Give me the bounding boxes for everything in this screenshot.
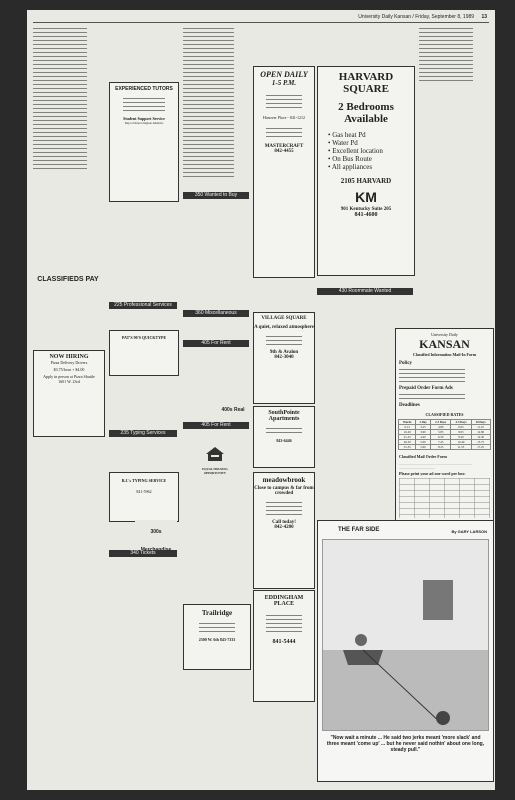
- harvard-feature: • Water Pd: [328, 139, 358, 147]
- far-side-cartoon: [317, 520, 494, 782]
- experienced-tutors-ad: EXPERIENCED TUTORS ▬▬▬▬▬▬▬▬▬▬▬▬▬▬ ▬▬▬▬▬▬▬▬▬▬▬▬▬▬ ▬▬▬▬▬▬▬▬▬▬▬▬▬▬ ▬▬▬▬▬▬▬▬▬▬▬▬▬▬ Student Support Service Dept of Intercollegiate Athletics: [109, 82, 179, 202]
- real-estate-heading: 400s Real: [217, 398, 249, 414]
- merchandise-heading: 300s: [135, 520, 177, 542]
- house-icon: [205, 446, 225, 462]
- pats-typing-ad: PAT'S 90'S QUICKTYPE: [109, 330, 179, 376]
- harvard-feature: • All appliances: [328, 163, 373, 171]
- section-banner-340: 350 Wanted to Buy: [183, 192, 249, 199]
- table-row: 0-15 3.25 4.80 6.05 11.25: [399, 425, 490, 430]
- classified-mail-in-form: University Daily KANSAN Classified Information Mail-In Form Policy ▬▬▬▬▬▬▬▬▬▬▬▬▬▬▬▬▬▬▬▬▬▬ ▬▬▬▬▬▬▬▬▬▬▬▬▬▬▬▬▬▬▬▬▬▬ ▬▬▬▬▬▬▬▬▬▬▬▬▬▬▬▬▬▬▬▬▬▬ ▬▬▬▬▬▬▬▬▬▬▬▬▬▬▬▬▬▬▬▬▬▬ Prepaid Order Form Ads ▬▬▬▬▬▬▬▬▬▬▬▬▬▬▬▬▬▬▬▬▬▬ ▬▬▬▬▬▬▬▬▬▬▬▬▬▬▬▬▬▬▬▬▬▬ Deadlines CLASSIFIED RATES Words 1 Day 2-3 Days 4-5 Days 10 Days 0-15 3.25 4.80 6.05 11.25 16-20 3.90 5.85 8.05 12.80 21-25 4.40 6.50 8.20 14.30 26-30 5.00 7.45 10.40 15.75 31-35 5.60 8.25 11.55 17.25 Classified Mail Order Form ________________________ ________________________ ________________________ Please print your ad one word per box:: [395, 328, 494, 680]
- cartoon-title: THE FAR SIDE: [338, 527, 380, 533]
- print-note: Please print your ad one word per box:: [399, 471, 466, 476]
- rates-col-header: 1 Day: [416, 420, 431, 425]
- form-masthead: University Daily KANSAN Classified Information Mail-In Form: [412, 332, 477, 357]
- page-header: [358, 14, 487, 20]
- bj-typing-ad: B.J.'s TYPING SERVICE 841-5962: [109, 472, 179, 522]
- dateline: University Daily Kansan / Friday, September 8, 1989: [358, 14, 475, 20]
- classified-column-1: ▬▬▬▬▬▬▬▬▬▬▬▬▬▬▬▬▬▬ ▬▬▬▬▬▬▬▬▬▬▬▬▬▬▬▬▬▬ ▬▬▬▬▬▬▬▬▬▬▬▬▬▬▬▬▬▬ ▬▬▬▬▬▬▬▬▬▬▬▬▬▬▬▬▬▬ ▬▬▬▬▬▬▬▬▬▬▬▬▬▬▬▬▬▬ ▬▬▬▬▬▬▬▬▬▬▬▬▬▬▬▬▬▬ ▬▬▬▬▬▬▬▬▬▬▬▬▬▬▬▬▬▬ ▬▬▬▬▬▬▬▬▬▬▬▬▬▬▬▬▬▬ ▬▬▬▬▬▬▬▬▬▬▬▬▬▬▬▬▬▬ ▬▬▬▬▬▬▬▬▬▬▬▬▬▬▬▬▬▬ ▬▬▬▬▬▬▬▬▬▬▬▬▬▬▬▬▬▬ ▬▬▬▬▬▬▬▬▬▬▬▬▬▬▬▬▬▬ ▬▬▬▬▬▬▬▬▬▬▬▬▬▬▬▬▬▬ ▬▬▬▬▬▬▬▬▬▬▬▬▬▬▬▬▬▬ ▬▬▬▬▬▬▬▬▬▬▬▬▬▬▬▬▬▬ ▬▬▬▬▬▬▬▬▬▬▬▬▬▬▬▬▬▬ ▬▬▬▬▬▬▬▬▬▬▬▬▬▬▬▬▬▬ ▬▬▬▬▬▬▬▬▬▬▬▬▬▬▬▬▬▬ ▬▬▬▬▬▬▬▬▬▬▬▬▬▬▬▬▬▬ ▬▬▬▬▬▬▬▬▬▬▬▬▬▬▬▬▬▬ ▬▬▬▬▬▬▬▬▬▬▬▬▬▬▬▬▬▬ ▬▬▬▬▬▬▬▬▬▬▬▬▬▬▬▬▬▬ ▬▬▬▬▬▬▬▬▬▬▬▬▬▬▬▬▬▬ ▬▬▬▬▬▬▬▬▬▬▬▬▬▬▬▬▬▬ ▬▬▬▬▬▬▬▬▬▬▬▬▬▬▬▬▬▬ ▬▬▬▬▬▬▬▬▬▬▬▬▬▬▬▬▬▬ ▬▬▬▬▬▬▬▬▬▬▬▬▬▬▬▬▬▬ ▬▬▬▬▬▬▬▬▬▬▬▬▬▬▬▬▬▬ ▬▬▬▬▬▬▬▬▬▬▬▬▬▬▬▬▬▬ ▬▬▬▬▬▬▬▬▬▬▬▬▬▬▬▬▬▬ ▬▬▬▬▬▬▬▬▬▬▬▬▬▬▬▬▬▬ ▬▬▬▬▬▬▬▬▬▬▬▬▬▬▬▬▬▬ ▬▬▬▬▬▬▬▬▬▬▬▬▬▬▬▬▬▬ ▬▬▬▬▬▬▬▬▬▬▬▬▬▬▬▬▬▬ ▬▬▬▬▬▬▬▬▬▬▬▬▬▬▬▬▬▬ ▬▬▬▬▬▬▬▬▬▬▬▬▬▬▬▬▬▬: [33, 26, 87, 170]
- rates-col-header: Words: [399, 420, 416, 425]
- classified-column-6: ▬▬▬▬▬▬▬▬▬▬▬▬▬▬▬▬▬▬ ▬▬▬▬▬▬▬▬▬▬▬▬▬▬▬▬▬▬ ▬▬▬▬▬▬▬▬▬▬▬▬▬▬▬▬▬▬ ▬▬▬▬▬▬▬▬▬▬▬▬▬▬▬▬▬▬ ▬▬▬▬▬▬▬▬▬▬▬▬▬▬▬▬▬▬ ▬▬▬▬▬▬▬▬▬▬▬▬▬▬▬▬▬▬ ▬▬▬▬▬▬▬▬▬▬▬▬▬▬▬▬▬▬ ▬▬▬▬▬▬▬▬▬▬▬▬▬▬▬▬▬▬ ▬▬▬▬▬▬▬▬▬▬▬▬▬▬▬▬▬▬ ▬▬▬▬▬▬▬▬▬▬▬▬▬▬▬▬▬▬ ▬▬▬▬▬▬▬▬▬▬▬▬▬▬▬▬▬▬ ▬▬▬▬▬▬▬▬▬▬▬▬▬▬▬▬▬▬ ▬▬▬▬▬▬▬▬▬▬▬▬▬▬▬▬▬▬ ▬▬▬▬▬▬▬▬▬▬▬▬▬▬▬▬▬▬: [419, 26, 473, 82]
- newspaper-page: [27, 10, 495, 790]
- harvard-features: [328, 131, 404, 171]
- pizza-shuttle-ad: NOW HIRING Pizza Delivery Drivers $3.75/hour + $4.00 Apply in person at Pizza Shuttle 1601 W. 23rd: [33, 350, 105, 437]
- page-number: 13: [481, 14, 487, 20]
- section-banner-350: 405 For Rent: [183, 340, 249, 347]
- table-row: 26-30 5.00 7.45 10.40 15.75: [399, 440, 490, 445]
- roommate-banner: 430 Roommate Wanted: [317, 288, 413, 295]
- deadlines-heading: Deadlines: [399, 403, 420, 408]
- harvard-feature: • Gas heat Pd: [328, 131, 366, 139]
- harvard-feature: • Excellent location: [328, 147, 383, 155]
- diver-boat-drawing: [323, 540, 488, 730]
- rates-title: CLASSIFIED RATES: [425, 412, 464, 417]
- table-row: 16-20 3.90 5.85 8.05 12.80: [399, 430, 490, 435]
- table-row: 21-25 4.40 6.50 8.20 14.30: [399, 435, 490, 440]
- harvard-square-ad: HARVARD SQUARE 2 Bedrooms Available • Gas heat Pd • Water Pd • Excellent location • On Bus Route • All appliances 2105 HARVARD KM 901 Kentucky Suite 205 841-4600: [317, 66, 415, 276]
- section-banner-225: 225 Professional Services: [109, 302, 177, 309]
- policy-heading: Policy: [399, 361, 413, 366]
- cartoon-byline: By GARY LARSON: [451, 529, 487, 534]
- cartoon-caption: "Now wait a minute ... He said two jerks meant 'more slack' and three meant 'come up' ... but he never said nothin' about one long, steady pull.": [326, 735, 485, 753]
- rates-col-header: 10 Days: [471, 420, 490, 425]
- classified-column-3: ▬▬▬▬▬▬▬▬▬▬▬▬▬▬▬▬▬ ▬▬▬▬▬▬▬▬▬▬▬▬▬▬▬▬▬ ▬▬▬▬▬▬▬▬▬▬▬▬▬▬▬▬▬ ▬▬▬▬▬▬▬▬▬▬▬▬▬▬▬▬▬ ▬▬▬▬▬▬▬▬▬▬▬▬▬▬▬▬▬ ▬▬▬▬▬▬▬▬▬▬▬▬▬▬▬▬▬ ▬▬▬▬▬▬▬▬▬▬▬▬▬▬▬▬▬ ▬▬▬▬▬▬▬▬▬▬▬▬▬▬▬▬▬ ▬▬▬▬▬▬▬▬▬▬▬▬▬▬▬▬▬ ▬▬▬▬▬▬▬▬▬▬▬▬▬▬▬▬▬ ▬▬▬▬▬▬▬▬▬▬▬▬▬▬▬▬▬ ▬▬▬▬▬▬▬▬▬▬▬▬▬▬▬▬▬ ▬▬▬▬▬▬▬▬▬▬▬▬▬▬▬▬▬ ▬▬▬▬▬▬▬▬▬▬▬▬▬▬▬▬▬ ▬▬▬▬▬▬▬▬▬▬▬▬▬▬▬▬▬ ▬▬▬▬▬▬▬▬▬▬▬▬▬▬▬▬▬ ▬▬▬▬▬▬▬▬▬▬▬▬▬▬▬▬▬ ▬▬▬▬▬▬▬▬▬▬▬▬▬▬▬▬▬ ▬▬▬▬▬▬▬▬▬▬▬▬▬▬▬▬▬ ▬▬▬▬▬▬▬▬▬▬▬▬▬▬▬▬▬ ▬▬▬▬▬▬▬▬▬▬▬▬▬▬▬▬▬ ▬▬▬▬▬▬▬▬▬▬▬▬▬▬▬▬▬ ▬▬▬▬▬▬▬▬▬▬▬▬▬▬▬▬▬ ▬▬▬▬▬▬▬▬▬▬▬▬▬▬▬▬▬ ▬▬▬▬▬▬▬▬▬▬▬▬▬▬▬▬▬ ▬▬▬▬▬▬▬▬▬▬▬▬▬▬▬▬▬ ▬▬▬▬▬▬▬▬▬▬▬▬▬▬▬▬▬ ▬▬▬▬▬▬▬▬▬▬▬▬▬▬▬▬▬ ▬▬▬▬▬▬▬▬▬▬▬▬▬▬▬▬▬ ▬▬▬▬▬▬▬▬▬▬▬▬▬▬▬▬▬ ▬▬▬▬▬▬▬▬▬▬▬▬▬▬▬▬▬ ▬▬▬▬▬▬▬▬▬▬▬▬▬▬▬▬▬ ▬▬▬▬▬▬▬▬▬▬▬▬▬▬▬▬▬ ▬▬▬▬▬▬▬▬▬▬▬▬▬▬▬▬▬ ▬▬▬▬▬▬▬▬▬▬▬▬▬▬▬▬▬ ▬▬▬▬▬▬▬▬▬▬▬▬▬▬▬▬▬ ▬▬▬▬▬▬▬▬▬▬▬▬▬▬▬▬▬ ▬▬▬▬▬▬▬▬▬▬▬▬▬▬▬▬▬: [183, 26, 234, 178]
- word-entry-grid[interactable]: [399, 478, 490, 518]
- section-banner-305: 340 Tickets: [109, 550, 177, 557]
- classifieds-pay-heading: CLASSIFIEDS PAY: [33, 268, 103, 282]
- mail-form-title: Classified Mail Order Form: [399, 454, 447, 459]
- harvard-feature: • On Bus Route: [328, 155, 372, 163]
- kvm-logo: KM: [355, 189, 377, 205]
- section-banner-360: 360 Miscellaneous: [183, 310, 249, 317]
- village-square-ad: VILLAGE SQUARE A quiet, relaxed atmosphere ▬▬▬▬▬▬▬▬▬▬▬▬ ▬▬▬▬▬▬▬▬▬▬▬▬ ▬▬▬▬▬▬▬▬▬▬▬▬ 9th & Avalon 842-3040: [253, 312, 315, 404]
- rates-col-header: 2-3 Days: [431, 420, 451, 425]
- table-row: 31-35 5.60 8.25 11.55 17.25: [399, 445, 490, 450]
- meadowbrook-ad: meadowbrook Close to campus & far from crowded ▬▬▬▬▬▬▬▬▬▬▬▬ ▬▬▬▬▬▬▬▬▬▬▬▬ ▬▬▬▬▬▬▬▬▬▬▬▬ ▬▬▬▬▬▬▬▬▬▬▬▬ Call today! 842-4200: [253, 472, 315, 589]
- prepaid-heading: Prepaid Order Form Ads: [399, 386, 453, 391]
- equal-housing-logo: EQUAL HOUSING OPPORTUNITY: [195, 446, 235, 492]
- rates-table: [398, 419, 490, 450]
- eddingham-place-ad: EDDINGHAM PLACE ▬▬▬▬▬▬▬▬▬▬▬▬ ▬▬▬▬▬▬▬▬▬▬▬▬ ▬▬▬▬▬▬▬▬▬▬▬▬ ▬▬▬▬▬▬▬▬▬▬▬▬ ▬▬▬▬▬▬▬▬▬▬▬▬ 841-5444: [253, 590, 315, 702]
- section-banner-235: 235 Typing Services: [109, 430, 177, 437]
- section-banner-405: 405 For Rent: [183, 422, 249, 429]
- trailridge-ad: Trailridge ▬▬▬▬▬▬▬▬▬▬▬▬ ▬▬▬▬▬▬▬▬▬▬▬▬ ▬▬▬▬▬▬▬▬▬▬▬▬ 2500 W. 6th 843-7333: [183, 604, 251, 670]
- header-rule: [33, 22, 489, 23]
- open-daily-ad: OPEN DAILY 1-5 P.M. ▬▬▬▬▬▬▬▬▬▬▬▬ ▬▬▬▬▬▬▬▬▬▬▬▬ ▬▬▬▬▬▬▬▬▬▬▬▬ ▬▬▬▬▬▬▬▬▬▬▬▬ Hanover Place - 841-1212 ▬▬▬▬▬▬▬▬▬▬▬▬ ▬▬▬▬▬▬▬▬▬▬▬▬ ▬▬▬▬▬▬▬▬▬▬▬▬ MASTERCRAFT 842-4455: [253, 66, 315, 278]
- cartoon-illustration: [322, 539, 489, 731]
- rates-col-header: 4-5 Days: [451, 420, 471, 425]
- southpointe-ad: SouthPointe Apartments ▬▬▬▬▬▬▬▬▬▬▬▬ ▬▬▬▬▬▬▬▬▬▬▬▬ 843-6446: [253, 406, 315, 468]
